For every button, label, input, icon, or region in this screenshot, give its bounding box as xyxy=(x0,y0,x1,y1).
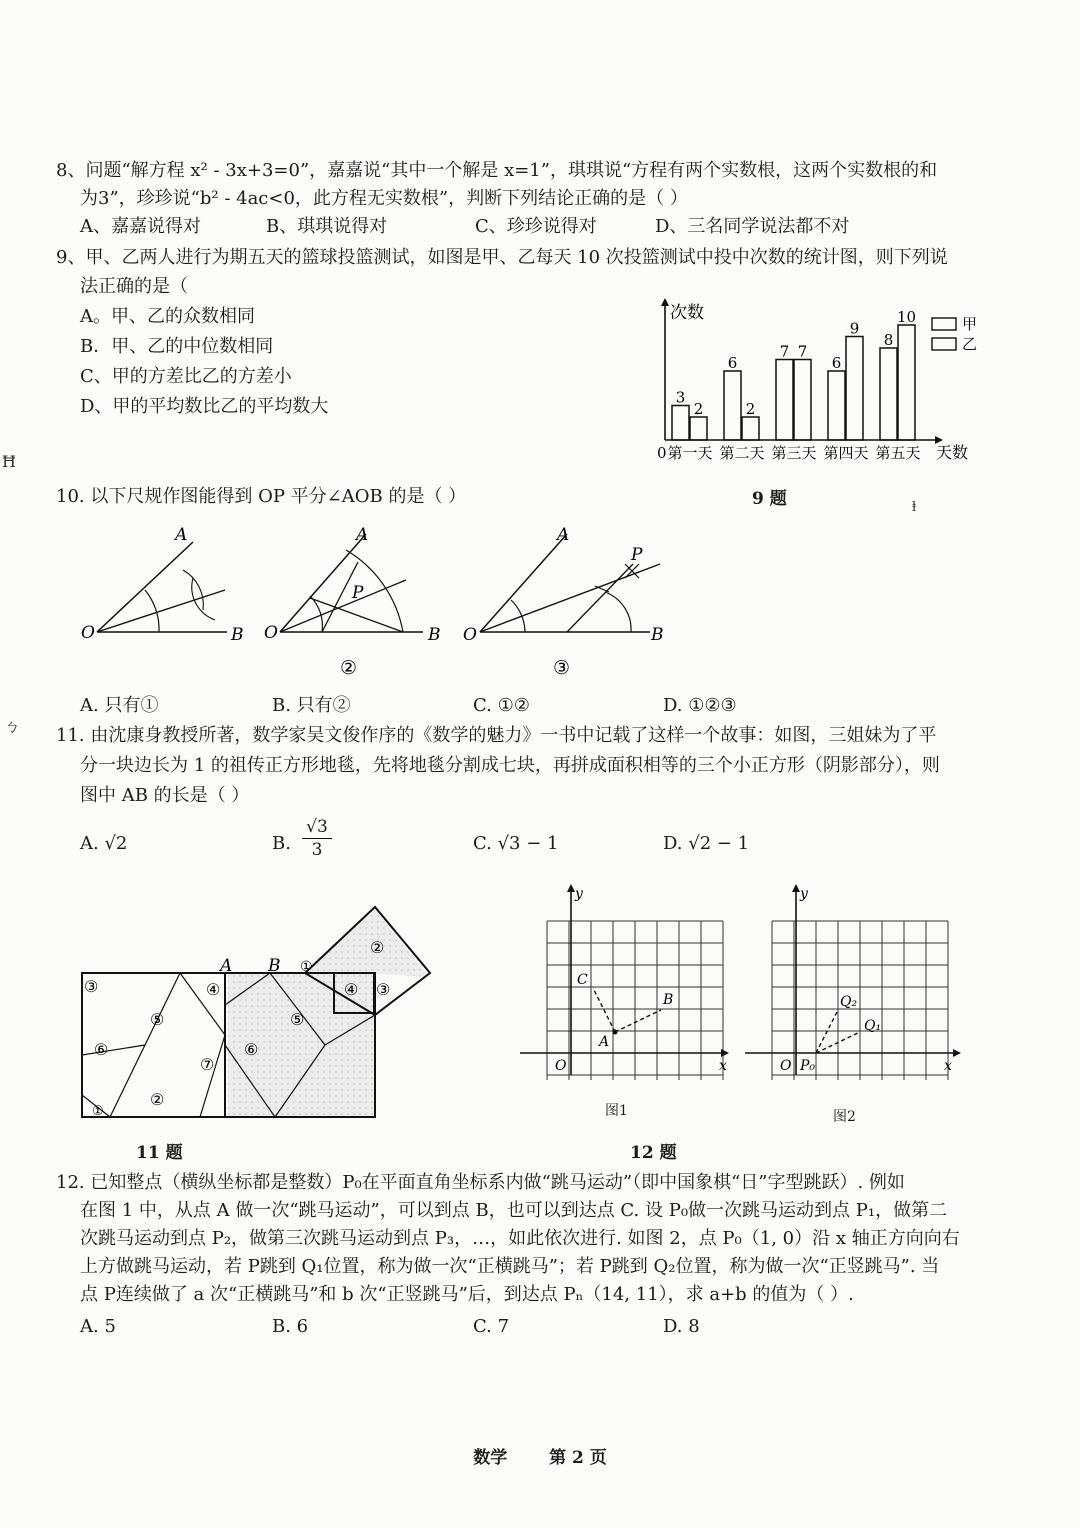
x-axis-label: 天数 xyxy=(936,443,969,462)
piece-1-right: ① xyxy=(300,959,313,975)
bar-jia-day4 xyxy=(828,371,845,440)
fig3-label-a: A xyxy=(557,525,570,545)
fig2-label-a: A xyxy=(356,525,369,545)
q12-stem-line4: 上方做跳马运动，若 P跳到 Q₁位置，称为做一次“正横跳马”；若 P跳到 Q₂位置，称为做一次“正竖跳马”. 当 xyxy=(80,1256,940,1277)
y-axis-arrow xyxy=(661,298,669,306)
legend-swatch-yi xyxy=(932,338,956,350)
piece-4-left: ④ xyxy=(206,980,221,999)
q8-option-b: B、琪琪说得对 xyxy=(266,216,388,237)
q11-option-b-fraction xyxy=(302,816,332,861)
q12-caption: 12 题 xyxy=(630,1143,677,1163)
q10-figure-3 xyxy=(455,520,680,685)
piece-3-right: ③ xyxy=(376,980,391,999)
piece-6-right: ⑥ xyxy=(244,1040,259,1059)
q10-option-c: C. ①② xyxy=(473,695,530,716)
category-label: 第一天 xyxy=(667,444,713,462)
q12-figure-1 xyxy=(515,880,735,1080)
bar-yi-day1 xyxy=(690,417,707,440)
category-label: 第三天 xyxy=(771,444,817,462)
bar-jia-day3 xyxy=(776,360,793,441)
q10-option-b: B. 只有② xyxy=(272,695,351,716)
fraction-numerator: √3 xyxy=(302,816,332,839)
origin-label: 0 xyxy=(657,444,667,462)
label-a: A xyxy=(220,956,233,976)
q11-option-c: C. √3 − 1 xyxy=(473,833,559,854)
q10-stem: 10. 以下尺规作图能得到 OP 平分∠AOB 的是（ ） xyxy=(56,486,467,507)
fig1-label-b: B xyxy=(231,625,244,645)
bar-value-label: 3 xyxy=(675,388,686,407)
q9-option-c: C、甲的方差比乙的方差小 xyxy=(80,366,292,387)
fig3-caption: ③ xyxy=(553,657,571,679)
q11-caption: 11 题 xyxy=(136,1143,183,1163)
grid-1 xyxy=(547,921,723,1080)
legend-swatch-jia xyxy=(932,318,956,330)
q11-carpet-figure xyxy=(70,895,440,1130)
legend-label-jia: 甲 xyxy=(962,315,978,333)
fig1-point-c: C xyxy=(577,972,588,988)
q11-stem-line2: 分一块边长为 1 的祖传正方形地毯，先将地毯分割成七块，再拼成面积相等的三个小正方形（阴影部分），则 xyxy=(80,755,940,776)
q12-option-a: A. 5 xyxy=(80,1316,116,1337)
category-label: 第五天 xyxy=(875,444,921,462)
fig1-label-o: O xyxy=(81,623,95,643)
piece-4-right: ④ xyxy=(344,980,359,999)
piece-5-right: ⑤ xyxy=(290,1010,305,1029)
fig2-origin-label: O xyxy=(780,1058,792,1074)
q12-stem-line2: 在图 1 中，从点 A 做一次“跳马运动”，可以到点 B，也可以到达点 C. 设 P₀做一次跳马运动到点 P₁，做第二 xyxy=(80,1200,948,1221)
fig2-point-q2: Q₂ xyxy=(840,994,858,1010)
piece-6-left: ⑥ xyxy=(94,1040,109,1059)
footer-subject: 数学 xyxy=(473,1448,508,1468)
fig2-label-b: B xyxy=(428,625,441,645)
q11-stem-line1: 11. 由沈康身教授所著，数学家吴文俊作序的《数学的魅力》一书中记载了这样一个故事：如图，三姐妹为了平 xyxy=(56,725,937,746)
q12-stem-line1: 12. 已知整点（横纵坐标都是整数）P₀在平面直角坐标系内做“跳马运动”（即中国象棋“日”字型跳跃）. 例如 xyxy=(56,1172,905,1193)
q11-option-b-letter: B. xyxy=(272,833,291,854)
q12-figure-2 xyxy=(740,880,965,1080)
bar-jia-day1 xyxy=(672,406,689,441)
q8-stem-line2: 为3”，珍珍说“b² - 4ac<0，此方程无实数根”，判断下列结论正确的是（ ） xyxy=(80,188,688,209)
q12-option-b: B. 6 xyxy=(272,1316,309,1337)
shaded-square-2 xyxy=(305,910,430,977)
bar-value-label: 8 xyxy=(883,331,894,349)
q9-bar-chart xyxy=(640,290,1000,475)
fig3-label-p: P xyxy=(631,545,643,565)
fig1-x-label: x xyxy=(719,1058,727,1074)
margin-mark: ⱡ xyxy=(912,500,917,515)
fig1-y-label: y xyxy=(575,886,583,902)
fig3-label-b: B xyxy=(651,625,664,645)
bar-value-label: 6 xyxy=(727,354,738,372)
fig1-label-a: A xyxy=(175,525,188,545)
piece-5-left: ⑤ xyxy=(150,1010,165,1029)
bar-value-label: 9 xyxy=(849,319,860,338)
bar-yi-day4 xyxy=(846,337,863,441)
q8-option-a: A、嘉嘉说得对 xyxy=(80,216,201,237)
q8-option-d: D、三名同学说法都不对 xyxy=(655,216,850,237)
fig2-point-p0: P₀ xyxy=(800,1058,816,1074)
q9-stem-line2: 法正确的是（ xyxy=(80,276,188,297)
q12-option-c: C. 7 xyxy=(473,1316,510,1337)
legend-label-yi: 乙 xyxy=(962,335,978,353)
fig1-origin-label: O xyxy=(555,1058,567,1074)
footer-page-number: 第 2 页 xyxy=(549,1448,607,1468)
q12-fig1-caption: 图1 xyxy=(605,1103,628,1119)
q12-fig2-caption: 图2 xyxy=(833,1109,856,1125)
bar-value-label: 7 xyxy=(779,342,790,361)
bar-yi-day3 xyxy=(794,360,811,441)
bar-jia-day2 xyxy=(724,371,741,440)
fig2-point-q1: Q₁ xyxy=(864,1018,882,1034)
q10-figure-1 xyxy=(75,520,265,655)
q12-stem-line5: 点 P连续做了 a 次“正横跳马”和 b 次“正竖跳马”后，到达点 Pₙ（14, 11），求 a+b 的值为（ ）. xyxy=(80,1284,854,1305)
q9-caption: 9 题 xyxy=(752,489,787,509)
fig1-point-b: B xyxy=(663,992,674,1008)
grid-2 xyxy=(772,921,948,1080)
piece-7: ⑦ xyxy=(200,1055,215,1074)
bar-yi-day2 xyxy=(742,417,759,440)
q9-option-b: B．甲、乙的中位数相同 xyxy=(80,336,274,357)
piece-2-right: ② xyxy=(370,938,385,957)
bar-value-label: 7 xyxy=(797,342,808,361)
bar-jia-day5 xyxy=(880,348,897,440)
q9-stem-line1: 9、甲、乙两人进行为期五天的篮球投篮测试，如图是甲、乙每天 10 次投篮测试中投中次数的统计图，则下列说 xyxy=(56,247,948,268)
bar-value-label: 2 xyxy=(693,400,704,418)
fraction-denominator: 3 xyxy=(311,840,323,860)
piece-2-left: ② xyxy=(150,1090,165,1109)
q9-option-d: D、甲的平均数比乙的平均数大 xyxy=(80,396,329,417)
fig3-label-o: O xyxy=(463,625,477,645)
chart-legend xyxy=(932,315,977,353)
q11-option-d: D. √2 − 1 xyxy=(663,833,750,854)
bar-value-label: 6 xyxy=(831,354,842,372)
q10-option-d: D. ①②③ xyxy=(663,695,737,716)
page-footer xyxy=(0,1443,1080,1468)
y-axis-label: 次数 xyxy=(670,303,704,323)
q10-option-a: A. 只有① xyxy=(80,695,159,716)
fig1-point-a: A xyxy=(599,1034,610,1050)
q11-option-a: A. √2 xyxy=(80,833,128,854)
fig2-label-o: O xyxy=(264,623,278,643)
bar-value-label: 2 xyxy=(745,400,756,418)
q10-figure-2 xyxy=(258,520,458,685)
q8-option-c: C、珍珍说得对 xyxy=(475,216,597,237)
q9-option-a: A。甲、乙的众数相同 xyxy=(80,306,255,327)
fig2-caption: ② xyxy=(340,657,358,679)
fig2-label-p: P xyxy=(352,583,364,603)
category-label: 第二天 xyxy=(719,444,765,462)
q12-stem-line3: 次跳马运动到点 P₂，做第三次跳马运动到点 P₃，…，如此依次进行. 如图 2，点 P₀（1, 0）沿 x 轴正方向向右 xyxy=(80,1228,960,1249)
fig2-y-label: y xyxy=(800,886,808,902)
bar-yi-day5 xyxy=(898,325,915,440)
q12-option-d: D. 8 xyxy=(663,1316,700,1337)
margin-mark: Ħ xyxy=(2,452,16,471)
chart-axes xyxy=(657,298,968,462)
label-b: B xyxy=(268,956,281,976)
fig2-x-label: x xyxy=(944,1058,952,1074)
category-label: 第四天 xyxy=(823,444,869,462)
margin-mark: ㄅ xyxy=(4,717,21,736)
q11-stem-line3: 图中 AB 的长是（ ） xyxy=(80,785,250,806)
bar-value-label: 10 xyxy=(896,308,917,326)
q8-stem-line1: 8、问题“解方程 x² - 3x+3=0”，嘉嘉说“其中一个解是 x=1”，琪琪说“方程有两个实数根，这两个实数根的和 xyxy=(56,160,938,181)
piece-1-left: ① xyxy=(92,1104,104,1119)
piece-3-left: ③ xyxy=(84,977,99,996)
